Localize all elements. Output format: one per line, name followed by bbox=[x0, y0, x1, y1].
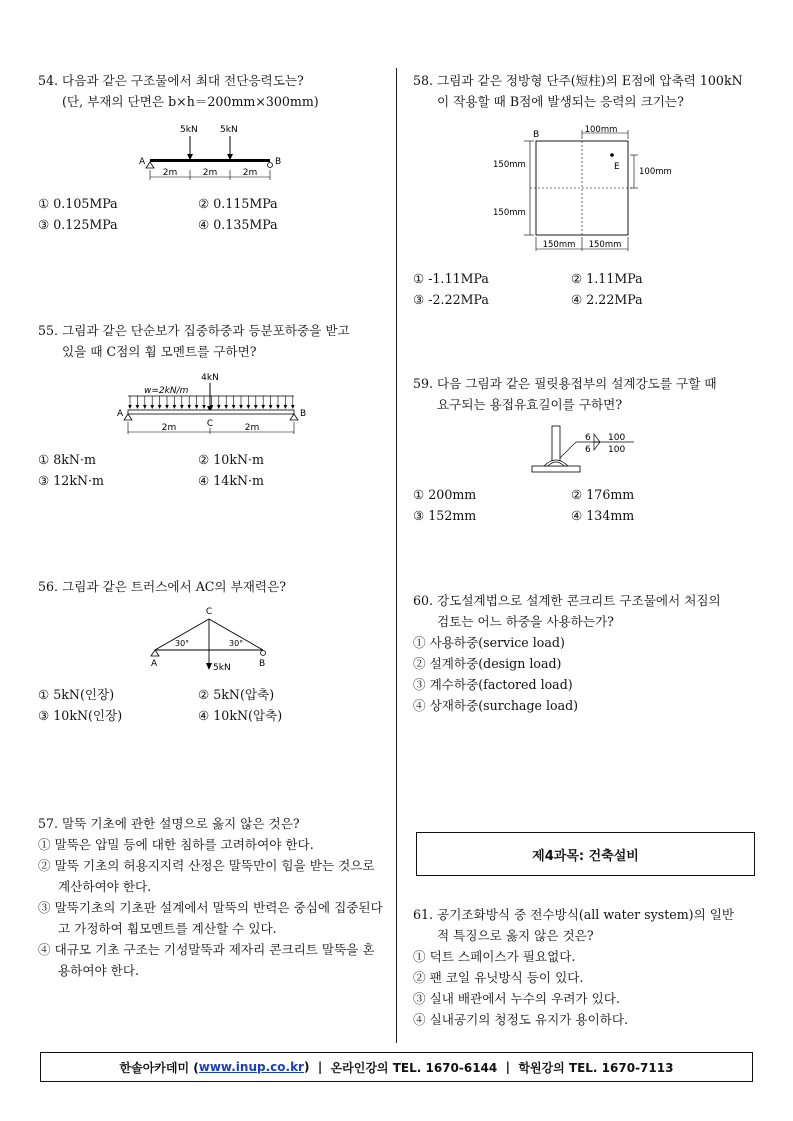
column-divider bbox=[396, 68, 397, 1043]
option-57-4[interactable]: ④ 대규모 기초 구조는 기성말뚝과 제자리 콘크리트 말뚝을 혼용하여야 한다. bbox=[38, 942, 375, 978]
load-label-1: 5kN bbox=[180, 125, 198, 135]
support-a-label: A bbox=[139, 157, 146, 167]
point-load-label: 4kN bbox=[201, 373, 219, 383]
point-c-label: C bbox=[206, 419, 214, 429]
point-e-label: E bbox=[614, 162, 620, 172]
question-60-title-cont: 검토는 어느 하중을 사용하는가? bbox=[437, 614, 614, 629]
option-57-2[interactable]: ② 말뚝 기초의 허용지지력 산정은 말뚝만이 힘을 받는 것으로 계산하여야 한다. bbox=[38, 858, 375, 894]
node-b-label: B bbox=[259, 659, 266, 669]
dist-load-label: w=2kN/m bbox=[144, 386, 189, 396]
option-61-4[interactable]: ④ 실내공기의 청정도 유지가 용이하다. bbox=[413, 1012, 629, 1027]
question-55-beam-figure bbox=[112, 368, 312, 438]
span-label-2: 2m bbox=[244, 423, 260, 433]
question-61-title: 61. 공기조화방식 중 전수방식(all water system)의 일반 bbox=[413, 907, 735, 922]
question-61-title-cont: 적 특징으로 옳지 않은 것은? bbox=[437, 928, 594, 943]
question-58-options bbox=[413, 268, 758, 310]
question-54-title: 54. 다음과 같은 구조물에서 최대 전단응력도는? bbox=[38, 73, 304, 88]
distributed-load-arrows bbox=[128, 396, 294, 409]
weld-size-top: 6 bbox=[585, 433, 591, 443]
dist-load-arrowhead bbox=[276, 405, 280, 409]
angle-label-1: 30° bbox=[175, 639, 190, 648]
dist-load-arrowhead bbox=[180, 405, 184, 409]
question-59 bbox=[413, 373, 758, 415]
angle-label-2: 30° bbox=[229, 639, 244, 648]
question-60-title: 60. 강도설계법으로 설계한 콘크리트 구조물에서 처짐의 bbox=[413, 593, 721, 608]
option-59-3[interactable]: ③ 152mm bbox=[413, 508, 477, 523]
weld-length-bottom: 100 bbox=[608, 445, 626, 455]
option-59-2[interactable]: ② 176mm bbox=[571, 487, 635, 502]
footer-separator-2: | bbox=[505, 1060, 510, 1074]
dist-load-arrowhead bbox=[128, 405, 132, 409]
option-61-2[interactable]: ② 팬 코일 유닛방식 등이 있다. bbox=[413, 970, 584, 985]
question-55-title-cont: 있을 때 C점의 휨 모멘트를 구하면? bbox=[62, 344, 257, 359]
option-58-1[interactable]: ① -1.11MPa bbox=[413, 271, 489, 286]
option-61-3[interactable]: ③ 실내 배관에서 누수의 우려가 있다. bbox=[413, 991, 620, 1006]
support-b-label: B bbox=[300, 409, 307, 419]
footer-academy: 한솔아카데미 ( bbox=[119, 1060, 199, 1075]
dist-load-arrowhead bbox=[247, 405, 251, 409]
option-55-3[interactable]: ③ 12kN·m bbox=[38, 473, 104, 488]
dist-load-arrowhead bbox=[187, 405, 191, 409]
dist-load-arrowhead bbox=[136, 405, 140, 409]
option-56-2[interactable]: ② 5kN(압축) bbox=[198, 687, 275, 702]
dim-left-label-2: 150mm bbox=[493, 208, 526, 218]
option-56-1[interactable]: ① 5kN(인장) bbox=[38, 687, 115, 702]
span-label-1: 2m bbox=[161, 423, 177, 433]
question-58-title-cont: 이 작용할 때 B점에 발생되는 응력의 크기는? bbox=[437, 94, 684, 109]
option-58-4[interactable]: ④ 2.22MPa bbox=[571, 292, 643, 307]
dist-load-arrowhead bbox=[232, 405, 236, 409]
dist-load-arrowhead bbox=[143, 405, 147, 409]
dim-top-label: 100mm bbox=[584, 125, 618, 135]
question-58-column-figure bbox=[490, 123, 680, 258]
support-b-label: B bbox=[275, 157, 282, 167]
dist-load-arrowhead bbox=[269, 405, 273, 409]
question-55-options bbox=[38, 449, 388, 491]
question-59-title: 59. 다음 그림과 같은 필릿용접부의 설계강도를 구할 때 bbox=[413, 376, 717, 391]
node-a-label: A bbox=[151, 659, 158, 669]
beam bbox=[150, 159, 270, 162]
question-54-beam-figure bbox=[130, 118, 290, 186]
option-55-1[interactable]: ① 8kN·m bbox=[38, 452, 96, 467]
question-58 bbox=[413, 70, 758, 112]
subject-heading-box: 제4과목: 건축설비 bbox=[416, 832, 755, 876]
question-56-truss-figure bbox=[145, 603, 275, 675]
dist-load-arrowhead bbox=[261, 405, 265, 409]
option-56-3[interactable]: ③ 10kN(인장) bbox=[38, 708, 123, 723]
question-56-title: 56. 그림과 같은 트러스에서 AC의 부재력은? bbox=[38, 579, 287, 594]
dist-load-arrowhead bbox=[254, 405, 258, 409]
option-54-4[interactable]: ④ 0.135MPa bbox=[198, 217, 278, 232]
dist-load-arrowhead bbox=[202, 405, 206, 409]
footer-online-phone: 온라인강의 TEL. 1670-6144 bbox=[330, 1060, 498, 1075]
node-c-label: C bbox=[205, 607, 213, 617]
question-59-weld-figure bbox=[528, 424, 638, 476]
dist-load-arrowhead bbox=[239, 405, 243, 409]
option-58-3[interactable]: ③ -2.22MPa bbox=[413, 292, 489, 307]
question-57-title: 57. 말뚝 기초에 관한 설명으로 옳지 않은 것은? bbox=[38, 816, 300, 831]
span-label-3: 2m bbox=[242, 168, 258, 178]
question-54-options bbox=[38, 193, 388, 235]
option-57-1[interactable]: ① 말뚝은 압밀 등에 대한 침하를 고려하여야 한다. bbox=[38, 837, 314, 852]
question-59-title-cont: 요구되는 용접유효길이를 구하면? bbox=[437, 397, 623, 412]
option-60-1[interactable]: ① 사용하중(service load) bbox=[413, 635, 565, 650]
question-61 bbox=[413, 904, 758, 1030]
dist-load-arrowhead bbox=[158, 405, 162, 409]
beam bbox=[128, 410, 294, 414]
load-label-2: 5kN bbox=[220, 125, 238, 135]
question-55-title: 55. 그림과 같은 단순보가 집중하중과 등분포하중을 받고 bbox=[38, 323, 350, 338]
option-57-3[interactable]: ③ 말뚝기초의 기초판 설계에서 말뚝의 반력은 중심에 집중된다고 가정하여 휨모멘트를 계산할 수 있다. bbox=[38, 900, 383, 936]
question-55 bbox=[38, 320, 393, 362]
footer-bar bbox=[40, 1052, 753, 1082]
option-60-2[interactable]: ② 설계하중(design load) bbox=[413, 656, 562, 671]
option-60-4[interactable]: ④ 상재하중(surchage load) bbox=[413, 698, 579, 713]
dim-bottom-label-2: 150mm bbox=[588, 240, 622, 250]
question-56-options bbox=[38, 684, 388, 726]
question-60 bbox=[413, 590, 758, 716]
option-54-3[interactable]: ③ 0.125MPa bbox=[38, 217, 118, 232]
option-61-1[interactable]: ① 덕트 스페이스가 필요없다. bbox=[413, 949, 576, 964]
point-e-marker bbox=[610, 153, 614, 157]
footer-separator-1: | bbox=[317, 1060, 323, 1074]
footer-website-link[interactable]: www.inup.co.kr bbox=[198, 1060, 304, 1074]
corner-b-label: B bbox=[533, 130, 540, 140]
dist-load-arrowhead bbox=[284, 405, 288, 409]
dist-load-arrowhead bbox=[150, 405, 154, 409]
dim-left-label-1: 150mm bbox=[493, 160, 526, 170]
option-60-3[interactable]: ③ 계수하중(factored load) bbox=[413, 677, 573, 692]
question-57 bbox=[38, 813, 383, 981]
weld-length-top: 100 bbox=[608, 433, 626, 443]
option-58-2[interactable]: ② 1.11MPa bbox=[571, 271, 643, 286]
option-54-1[interactable]: ① 0.105MPa bbox=[38, 196, 118, 211]
dist-load-arrowhead bbox=[165, 405, 169, 409]
footer-paren: ) bbox=[303, 1060, 310, 1074]
dist-load-arrowhead bbox=[195, 405, 199, 409]
option-54-2[interactable]: ② 0.115MPa bbox=[198, 196, 278, 211]
option-56-4[interactable]: ④ 10kN(압축) bbox=[198, 708, 283, 723]
question-59-options bbox=[413, 484, 758, 526]
dist-load-arrowhead bbox=[224, 405, 228, 409]
question-56 bbox=[38, 576, 388, 597]
dist-load-arrowhead bbox=[173, 405, 177, 409]
question-54-condition: (단, 부재의 단면은 b×h＝200mm×300mm) bbox=[62, 94, 319, 109]
dim-bottom-label-1: 150mm bbox=[542, 240, 576, 250]
option-59-1[interactable]: ① 200mm bbox=[413, 487, 477, 502]
weld-size-bottom: 6 bbox=[585, 445, 591, 455]
option-55-2[interactable]: ② 10kN·m bbox=[198, 452, 264, 467]
load-label: 5kN bbox=[213, 663, 231, 673]
dim-right-label: 100mm bbox=[639, 167, 672, 177]
question-58-title: 58. 그림과 같은 정방형 단주(短柱)의 E점에 압축력 100kN bbox=[413, 73, 743, 88]
dist-load-arrowhead bbox=[291, 405, 295, 409]
support-a-label: A bbox=[117, 409, 124, 419]
span-label-2: 2m bbox=[202, 168, 218, 178]
dist-load-arrowhead bbox=[217, 405, 221, 409]
footer-offline-phone: 학원강의 TEL. 1670-7113 bbox=[518, 1060, 674, 1075]
option-59-4[interactable]: ④ 134mm bbox=[571, 508, 635, 523]
option-55-4[interactable]: ④ 14kN·m bbox=[198, 473, 264, 488]
span-label-1: 2m bbox=[162, 168, 178, 178]
question-54 bbox=[38, 70, 388, 112]
